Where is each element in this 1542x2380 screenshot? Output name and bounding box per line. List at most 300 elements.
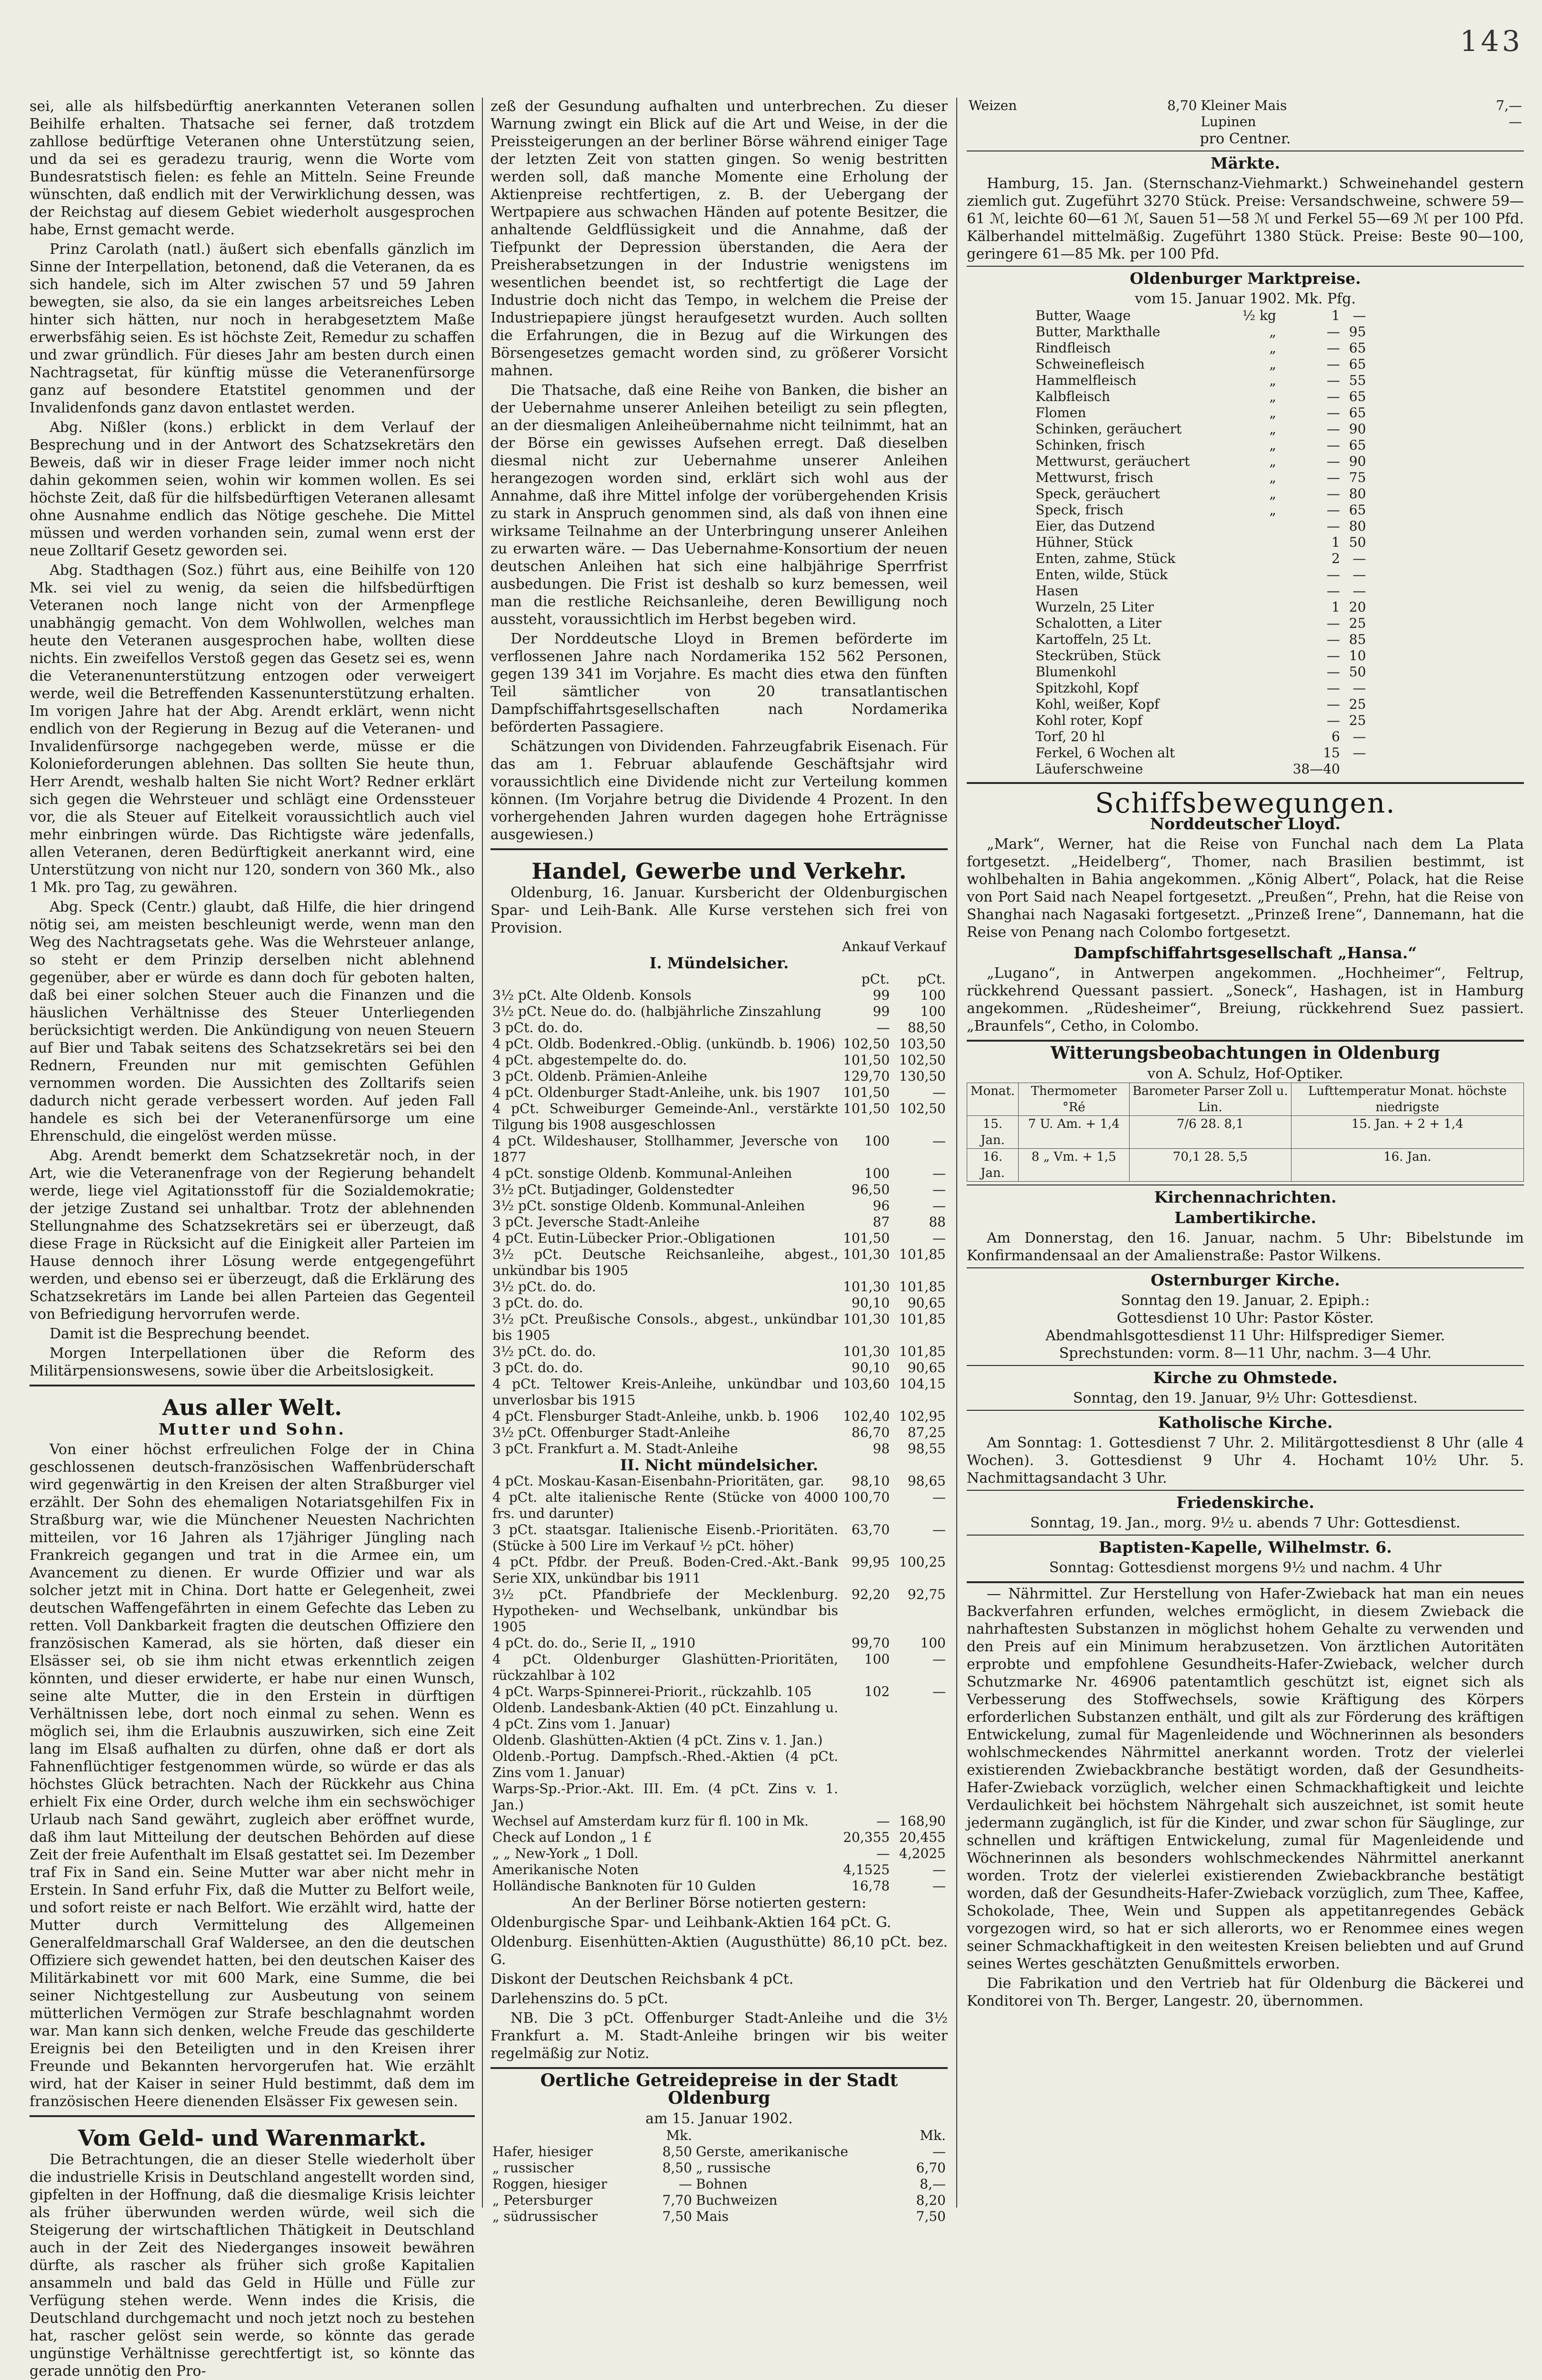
table-cell [1108, 114, 1199, 130]
table-cell: 3 pCt. staatsgar. Italienische Eisenb.-Prioritäten. (Stücke à 500 Lire im Verkauf ½ pCt. höher) [492, 1522, 839, 1554]
table-cell: — [1352, 551, 1366, 566]
table-cell: 100,25 [899, 1554, 946, 1570]
table-cell: Ferkel, 6 Wochen alt [1035, 745, 1175, 761]
sec-nicht-muendelsicher: II. Nicht mündelsicher. [620, 1456, 818, 1474]
table-row [491, 1846, 948, 1862]
table-cell: — [1326, 470, 1340, 485]
table-cell: 7,70 [662, 2192, 692, 2208]
table-row [491, 2209, 948, 2225]
table-cell [1231, 551, 1278, 567]
table-cell: 99,95 [851, 1554, 890, 1570]
table-cell: Holländische Banknoten für 10 Gulden [492, 1878, 756, 1894]
table-cell: 102,95 [899, 1408, 946, 1424]
table-cell: — [1326, 356, 1340, 372]
naehrmittel-text: — Nährmittel. Zur Herstellung von Hafer-Zwieback hat man ein neues Backverfahren erfunden, welches ermöglicht, in diesem Zwieback die nahrhaftesten Substanzen in möglichst hohem Gehalte zu verwenden und den Preis auf ein Minimum herabzusetzen. Von ärztlichen Autoritäten erprobte und empfohlene Gesundheits-Hafer-Zwieback, welcher durch Schutzmarke Nr. 46906 patentamtlich geschützt ist, eignet sich als Verbesserung des Stoffwechsels, sowie Kräftigung des Körpers erforderlichen Substanzen enthält, und gilt als zur Förderung des kräftigen Entwickelung, zumal für Magenleidende und Wöchnerinnen als besonders wohlschmeckendes Nährmittel anerkannt worden. Trotz der vielerlei existierenden Zwiebackbranche bestätigt worden, daß der Gesundheits-Hafer-Zwieback vorzüglich, welcher einen Schmackhaftigkeit und leichte Verdaulichkeit bei höchstem Nährgehalt sich auszeichnet, ist somit heute jedermann zugänglich, ist für die Kinder, und zwar schon für Säuglinge, zur schnellen und kräftigen Entwickelung, zumal für Magenleidende und Wöchnerinnen als besonders wohlschmeckendes Nährmittel anerkannt worden. Trotz der vielerlei existierenden Zwiebackbranche bestätigt worden, daß der Gesundheits-Hafer-Zwieback vorzüglich, zum Thee, Kaffee, Schokolade, Thee, Wein und Suppen als appetitanregendes Gebäck vorgezogen wird, so hat er sich allerorts, wo er Renommee eines wegen seiner Schmackhaftigkeit in den weitesten Kreisen beliebten und auf Grund seines Wertes geschätzten Genußmittels erworben. [967, 1586, 1524, 1972]
table-cell: 100 [864, 1165, 890, 1181]
table-cell: 4,1525 [843, 1862, 890, 1878]
table-cell: Hammelfleisch [1035, 372, 1137, 388]
rows-muendelsicher [491, 987, 948, 1457]
table-cell: 130,50 [899, 1068, 946, 1084]
table-cell: Roggen, hiesiger [492, 2176, 607, 2192]
table-row [1033, 648, 1368, 664]
divider [967, 1040, 1524, 1042]
table-cell: Oldenb. Landesbank-Aktien (40 pCt. Einzahlung u. 4 pCt. Zins vom 1. Januar) [492, 1700, 839, 1732]
divider [491, 848, 948, 850]
table-row [491, 1344, 948, 1360]
frieden-text: Sonntag, 19. Jan., morg. 9½ u. abends 7 Uhr: Gottesdienst. [1030, 1515, 1461, 1531]
table-cell: 16. Jan. [967, 1149, 1019, 1182]
table-cell [1231, 567, 1278, 583]
table-row [491, 1246, 948, 1279]
table-cell: 4 pCt. Teltower Kreis-Anleihe, unkündbar und unverlosbar bis 1915 [492, 1376, 839, 1408]
table-cell: 87 [872, 1214, 890, 1230]
table-cell [840, 1781, 891, 1813]
table-cell: Enten, zahme, Stück [1035, 551, 1176, 566]
table-cell: „ [1269, 470, 1276, 485]
table-cell: 4 pCt. abgestempelte do. do. [492, 1052, 687, 1068]
table-cell: 102,50 [843, 1036, 890, 1052]
getreide-title: Oertliche Getreidepreise in der Stadt Oldenburg [540, 2070, 898, 2108]
table-cell: — [1352, 745, 1366, 761]
table-cell: 75 [1349, 470, 1366, 485]
table-cell: 3½ pCt. Butjadinger, Goldenstedter [492, 1182, 734, 1197]
table-row [1033, 502, 1368, 518]
table-cell: Buchweizen [696, 2192, 778, 2208]
table-cell: Speck, frisch [1035, 502, 1124, 518]
table-row [491, 1133, 948, 1165]
table-cell: 90,10 [851, 1295, 890, 1311]
table-cell: 101,85 [899, 1344, 946, 1359]
paragraph: Die Betrachtungen, die an dieser Stelle wiederholt über die industrielle Krisis in Deutschland angestellt worden sind, gipfelten in der Hoffnung, daß die diesmalige Krisis leichter als früher überwunden werden würde, weil sich die Steigerung der wirtschaftlichen Thätigkeit in Deutschland auch in der Zeit des Niederganges insoweit bewähren dürfte, als rascher als früher sich große Kapitalien ansammeln und bald das Geld in Hülle und Fülle zur Verfügung stehen werde. Wenn indes die Krisis, die Deutschland durchgemacht und noch jetzt noch zu bestehen hat, rascher gelöst sein werde, so könnte das gerade ungünstige Verhältnisse gerechtfertigt ist, so könnte das gerade unnötig den Pro- [30, 2151, 475, 2380]
table-cell: 16. Jan. [1291, 1149, 1523, 1182]
lamberti-title: Lambertikirche. [1174, 1208, 1317, 1227]
table-cell: 2 [1332, 551, 1340, 566]
table-cell: 15. Jan. + 2 + 1,4 [1291, 1116, 1523, 1149]
table-cell: 7,50 [662, 2209, 692, 2224]
katholisch-title: Katholische Kirche. [1158, 1413, 1333, 1432]
table-cell [1231, 632, 1278, 648]
table-cell [1342, 761, 1368, 777]
table-cell: 85 [1349, 632, 1366, 647]
getreide-date: am 15. Januar 1902. [645, 2110, 793, 2127]
table-cell: „ südrussischer [492, 2209, 598, 2224]
table-cell: „ [1269, 502, 1276, 518]
lloyd-title: Norddeutscher Lloyd. [1150, 814, 1341, 833]
table-row [491, 1425, 948, 1441]
table-cell: Rindfleisch [1035, 340, 1111, 356]
table-cell: Hasen [1035, 583, 1079, 599]
table-cell [891, 1781, 948, 1813]
table-cell: 101,85 [899, 1279, 946, 1295]
getreide-rows [491, 2144, 948, 2225]
column-2 [491, 98, 948, 2224]
table-row [491, 1230, 948, 1246]
table-cell: 92,20 [851, 1587, 890, 1602]
table-row [491, 1295, 948, 1311]
table-cell: 80 [1349, 518, 1366, 534]
table-row [491, 1198, 948, 1214]
table-cell: — [876, 1020, 890, 1035]
table-cell: Gerste, amerikanische [696, 2144, 849, 2159]
table-cell: „ [1269, 340, 1276, 356]
table-cell: 7,50 [916, 2209, 946, 2224]
table-row [491, 1489, 948, 1522]
table-row [491, 1020, 948, 1036]
section-title-aus-aller-welt: Aus aller Welt. [162, 1395, 342, 1420]
table-cell: — [1326, 632, 1340, 647]
table-row [491, 1587, 948, 1635]
table-row [967, 114, 1524, 130]
table-cell: — [932, 1684, 946, 1699]
table-row [1033, 664, 1368, 680]
osternburg-line: Sonntag den 19. Januar, 2. Epiph.: [1121, 1292, 1370, 1309]
table-cell: 4 pCt. Oldenburger Stadt-Anleihe, unk. bis 1907 [492, 1085, 821, 1100]
paragraph: zeß der Gesundung aufhalten und unterbrechen. Zu dieser Warnung zwingt ein Blick auf die Art und Weise, in der die Preissteigerungen an der berliner Börse während einiger Tage der letzten Zeit von statten gingen. So wenig bestritten werden soll, daß manche Momente eine Erholung der Aktienpreise rechtfertigen, z. B. der Uebergang der Wertpapiere aus schwachen Händen auf potente Besitzer, die anhaltende Geldflüssigkeit und die Annahme, daß der Tiefpunkt der Depression überstanden, die Aera der Preisherabsetzungen in der Industrie wenigstens im wesentlichen beendet ist, so rechtfertigt die Lage der Industrie doch nicht das Tempo, in welchem die Preise der Industriepapiere jüngst heraufgesetzt wurden. Auch sollten die Erfahrungen, die in Bezug auf die Wirkungen des Börsengesetzes gemacht worden sind, zu größerer Vorsicht mahnen. [491, 98, 948, 379]
table-row [1033, 680, 1368, 696]
table-cell [1231, 745, 1278, 761]
table-cell: — [932, 1230, 946, 1246]
table-cell: 103,60 [843, 1376, 890, 1392]
col-header-ankauf: Ankauf [842, 939, 890, 954]
table-cell: Mais [696, 2209, 729, 2224]
table-cell: 101,50 [843, 1230, 890, 1246]
table-cell: — [932, 1133, 946, 1149]
table-cell: 65 [1349, 405, 1366, 421]
rows-nicht-muendelsicher [491, 1473, 948, 1894]
table-cell: 7/6 28. 8,1 [1130, 1116, 1292, 1149]
paragraph: Morgen Interpellationen über die Reform des Militärpensionswesens, sowie über die Arbeitslosigkeit. [30, 1345, 475, 1379]
table-row [491, 1732, 948, 1748]
table-row [491, 1829, 948, 1846]
table-row [1033, 308, 1368, 324]
table-row [491, 1748, 948, 1781]
table-cell: 101,50 [843, 1101, 890, 1116]
table-row [491, 1684, 948, 1700]
table-row [1033, 356, 1368, 372]
table-cell: 101,30 [843, 1279, 890, 1295]
wetter-title: Witterungsbeobachtungen in Oldenburg [1051, 1043, 1440, 1063]
table-cell: 103,50 [899, 1036, 946, 1052]
table-cell: 80 [1349, 486, 1366, 502]
table-cell: 4 pCt. Wildeshauser, Stollhammer, Jeversche von 1877 [492, 1133, 839, 1165]
kurs-table [491, 939, 948, 1894]
table-row [491, 1101, 948, 1133]
osternburg-line: Abendmahlsgottesdienst 11 Uhr: Hilfsprediger Siemer. [1045, 1327, 1445, 1344]
divider [967, 1535, 1524, 1536]
table-cell: 102,50 [899, 1052, 946, 1068]
table-cell: 100 [920, 1635, 946, 1651]
table-cell: Check auf London „ 1 £ [492, 1829, 652, 1845]
table-cell [840, 1748, 891, 1781]
table-cell: 90 [1349, 421, 1366, 437]
divider [967, 1581, 1524, 1583]
table-cell: 100 [864, 1651, 890, 1667]
table-cell: 8,70 [1167, 98, 1197, 113]
pro-centner: pro Centner. [1200, 131, 1291, 147]
table-row [491, 1376, 948, 1408]
wetter-rows [967, 1116, 1524, 1182]
wetter-head: Monat. [967, 1083, 1019, 1116]
table-row [491, 1700, 948, 1732]
table-cell: — [1326, 437, 1340, 453]
table-cell: — [1352, 567, 1366, 582]
table-row [1033, 567, 1368, 583]
table-cell: Flomen [1035, 405, 1086, 421]
table-row [1033, 324, 1368, 340]
boerse-note: An der Berliner Börse notierten gestern: [571, 1895, 867, 1911]
table-row [1033, 713, 1368, 729]
table-cell: 65 [1349, 502, 1366, 518]
table-cell: 4 pCt. do. do., Serie II, „ 1910 [492, 1635, 696, 1651]
hansa-text: „Lugano“, in Antwerpen angekommen. „Hochheimer“, Feltrup, rückkehrend Quessant passiert. „Soneck“, Hashagen, ist in Hamburg angekommen. „Rüdesheimer“, Breiung, rückkehrend Suez passiert. „Braunfels“, Cetho, in Colombo. [967, 965, 1524, 1034]
column-rule [956, 98, 957, 2208]
table-cell: 101,50 [843, 1052, 890, 1068]
table-cell [1231, 534, 1278, 551]
table-cell: „ [1269, 372, 1276, 388]
table-cell: 3½ pCt. Preußische Consols., abgest., unkündbar bis 1905 [492, 1311, 839, 1343]
boerse-note: Diskont der Deutschen Reichsbank 4 pCt. [491, 1971, 794, 1988]
table-row [491, 1165, 948, 1182]
table-cell: 87,25 [907, 1425, 946, 1440]
table-cell: 88 [929, 1214, 946, 1230]
table-cell: 25 [1349, 696, 1366, 712]
table-cell [1231, 583, 1278, 599]
table-row [491, 1408, 948, 1425]
table-cell: „ [1269, 324, 1276, 340]
marktpreise-rows [1033, 308, 1368, 777]
table-cell: 86,70 [851, 1425, 890, 1440]
table-cell: 3½ pCt. Pfandbriefe der Mecklenburg. Hypotheken- und Wechselbank, unkündbar bis 1905 [492, 1587, 839, 1635]
table-cell: 90 [1349, 453, 1366, 469]
table-cell: 98,10 [851, 1473, 890, 1489]
lloyd-text: „Mark“, Werner, hat die Reise von Funchal nach dem La Plata fortgesetzt. „Heidelberg“, Thomer, nach Brasilien bestimmt, ist wohlbehalten in Bahia angekommen. „König Albert“, Polack, hat die Reise von Port Said nach Neapel fortgesetzt. „Preußen“, Prehn, hat die Reise von Shanghai nach Nagasaki fortgesetzt. „Prinzeß Irene“, Dannemann, hat die Reise von Penang nach Colombo fortgesetzt. [967, 836, 1524, 941]
wetter-sub: von A. Schulz, Hof-Optiker. [1147, 1065, 1343, 1082]
table-cell: 10 [1349, 648, 1366, 663]
table-row [1033, 583, 1368, 599]
table-cell: Bohnen [696, 2176, 748, 2192]
table-cell: — [1326, 486, 1340, 502]
table-row [491, 1635, 948, 1651]
table-cell: „ [1269, 421, 1276, 437]
table-cell [1231, 664, 1278, 680]
table-cell: Warps-Sp.-Prior.-Akt. III. Em. (4 pCt. Zins v. 1. Jan.) [492, 1781, 839, 1813]
table-cell: — [932, 2144, 946, 2159]
table-cell [967, 114, 1108, 130]
table-cell: 92,75 [907, 1587, 946, 1602]
table-cell: 3 pCt. do. do. [492, 1360, 583, 1376]
table-row [491, 1473, 948, 1489]
table-cell: 99 [872, 987, 890, 1003]
table-cell: — [876, 1846, 890, 1861]
paragraph: sei, alle als hilfsbedürftig anerkannten Veteranen sollen Beihilfe erhalten. Thatsache sei ferner, daß trotzdem zahllose bedürftige Veteranen ohne Unterstützung seien, und da sei es geradezu traurig, wenn die Worte vom Bundesratstisch fielen: es fehle an Mitteln. Seine Freunde wünschten, daß endlich mit der Verwirklichung dessen, was der Reichstag auf diesem Gebiet wiederholt ausgesprochen habe, Ernst gemacht werde. [30, 98, 475, 238]
table-cell: 129,70 [843, 1068, 890, 1084]
table-row [491, 1279, 948, 1295]
table-cell: 101,85 [899, 1311, 946, 1327]
table-row [491, 1878, 948, 1894]
table-cell: Wurzeln, 25 Liter [1035, 599, 1154, 615]
table-cell: 88,50 [907, 1020, 946, 1035]
table-cell: 96 [872, 1198, 890, 1214]
unit-label: Mk. [666, 2128, 692, 2143]
table-cell: 7 U. Am. + 1,4 [1018, 1116, 1129, 1149]
table-cell: 104,15 [899, 1376, 946, 1392]
table-cell: Kartoffeln, 25 Lt. [1035, 632, 1152, 647]
table-cell: „ russischer [492, 2160, 574, 2176]
table-cell: — [932, 1182, 946, 1197]
table-cell: „ [1269, 453, 1276, 469]
paragraph: Von einer höchst erfreulichen Folge der in China geschlossenen deutsch-französischen Waffenbrüderschaft wird gegenwärtig in den Kreisen der alten Straßburger viel erzählt. Der Sohn des ehemaligen Notariatsgehilfen Fix in Straßburg war, wie die Münchener Neuesten Nachrichten mitteilen, vor 16 Jahren als 17jähriger Jüngling nach Frankreich gegangen und trat in die Armee ein, um Avancement zu dienen. Er wurde Offizier und war als solcher jetzt mit in China. Dort hatte er Gelegenheit, zwei deutschen Waffengefährten in einem Gefechte das Leben zu retten. Voll Dankbarkeit fragten die deutschen Offiziere den französischen Kamerad, als sie hörten, daß dieser ein Elsässer sei, ob sie ihm nicht etwas erkenntlich zeigen könnten, und dieser erwiderte, er habe nur einen Wunsch, seine alte Mutter, die in den Erstein in dürftigen Verhältnissen lebe, dort noch einmal zu sehen. Wenn es möglich sei, ihm die Erlaubnis auszuwirken, sich eine Zeit lang im Elsaß aufhalten zu dürfen, ohne daß er dort als Fahnenflüchtiger festgenommen würde, so würde er das als höchstes Glück betrachten. Nach der Rückkehr aus China erhielt Fix eine Order, durch welche ihm ein sechswöchiger Urlaub nach Sand gewährt, zugleich aber eröffnet wurde, daß ihm laut Mitteilung der deutschen Behörden auf diese Zeit der freie Aufenthalt im Elsaß gestattet sei. Im Dezember traf Fix in Sand ein. Seine Mutter war aber nicht mehr in Erstein. In Sand erfuhr Fix, daß die Mutter zu Belfort weile, und sofort reiste er nach Belfort. Wie erzählt wird, hatte der Mutter durch Vermittelung des Allgemeinen Generalfeldmarschall Graf Waldersee, an den die deutschen Offiziere sich gewendet hatten, bei den deutschen Kaiser des Militärkabinett vor mit 600 Mark, eine Summe, die bei seiner Nichtgestellung zur Ausbeutung von seinem mütterlichen Vermögen zur Strafe beschlagnahmt worden war. Man kann sich denken, welche Freude das geschilderte Ereignis bei den Beteiligten und in den Kreisen ihrer Freunde und Bekannten hervorgerufen hat. Wie erzählt wird, hat der Kaiser in seiner Huld bestimmt, daß dem im französischen Heere dienenden Elsässer Fix gewesen sein. [30, 1441, 475, 2110]
boerse-note: Darlehenszins do. 5 pCt. [491, 1990, 669, 2007]
table-cell: Butter, Waage [1035, 308, 1131, 323]
table-cell: Torf, 20 hl [1035, 729, 1105, 744]
wetter-head: Barometer Parser Zoll u. Lin. [1130, 1083, 1292, 1116]
table-cell: — [1326, 583, 1340, 599]
paragraph: Abg. Arendt bemerkt dem Schatzsekretär noch, in der Art, wie die Veteranenfrage von der Regierung behandelt werde, liege viel Agitationsstoff für die Sozialdemokratie; der jetzige Zustand sei unhaltbar. Trotz der ablehnenden Stellungnahme des Schatzsekretärs sei er überzeugt, daß diese Frage in Rücksicht auf die Einigkeit aller Parteien im Hause dennoch ihrer Lösung werde entgegengeführt werden, und ebenso sei er überzeugt, daß die Erklärung des Schatzsekretärs im Lande bei allen Parteien das Gegenteil von Befriedigung hervorrufen werde. [30, 1147, 475, 1323]
table-cell: Schinken, geräuchert [1035, 421, 1182, 437]
table-cell: 8 „ Vm. + 1,5 [1018, 1149, 1129, 1182]
table-cell [1231, 761, 1278, 777]
section-title-geld-warenmarkt: Vom Geld- und Warenmarkt. [78, 2125, 427, 2151]
table-cell: Eier, das Dutzend [1035, 518, 1155, 534]
table-cell: 63,70 [851, 1522, 890, 1537]
table-cell: 65 [1349, 340, 1366, 356]
table-cell: 8,50 [662, 2144, 692, 2159]
table-cell: — [1326, 567, 1340, 582]
table-cell: — [1326, 340, 1340, 356]
table-row [1033, 632, 1368, 648]
table-cell: — [1326, 405, 1340, 421]
osternburg-line: Sprechstunden: vorm. 8—11 Uhr, nachm. 3—4 Uhr. [1059, 1345, 1432, 1362]
table-cell: 6 [1332, 729, 1340, 744]
table-cell: 4 pCt. Flensburger Stadt-Anleihe, unkb. b. 1906 [492, 1408, 819, 1424]
table-cell: 3 pCt. do. do. [492, 1020, 583, 1035]
table-cell: 3½ pCt. Alte Oldenb. Konsols [492, 987, 691, 1003]
table-cell: 100 [920, 1004, 946, 1019]
table-row [491, 2192, 948, 2209]
table-cell: „ [1269, 437, 1276, 453]
table-row [1033, 745, 1368, 761]
table-cell: 3½ pCt. do. do. [492, 1344, 596, 1359]
table-row [1033, 761, 1368, 777]
table-cell: 4,2025 [899, 1846, 946, 1861]
divider [967, 782, 1524, 784]
table-cell: 98,65 [907, 1473, 946, 1489]
table-cell: 25 [1349, 713, 1366, 728]
table-cell: 90,65 [907, 1295, 946, 1311]
frieden-title: Friedenskirche. [1176, 1493, 1314, 1512]
baptisten-text: Sonntag: Gottesdienst morgens 9½ und nachm. 4 Uhr [1049, 1559, 1442, 1576]
table-cell: 16,78 [851, 1878, 890, 1894]
table-cell: „ russische [696, 2160, 771, 2176]
table-row [967, 98, 1524, 114]
table-cell: 50 [1349, 534, 1366, 550]
table-cell: 3 pCt. Jeversche Stadt-Anleihe [492, 1214, 700, 1230]
table-row [1033, 534, 1368, 551]
hansa-title: Dampfschiffahrtsgesellschaft „Hansa.“ [1073, 944, 1417, 962]
table-row [1033, 437, 1368, 453]
table-row [1033, 486, 1368, 502]
table-row [967, 1149, 1524, 1182]
table-row [491, 1311, 948, 1344]
schiffsbewegungen-title: Schiffsbewegungen. [1095, 787, 1396, 819]
table-cell: Steckrüben, Stück [1035, 648, 1161, 663]
table-cell: 20,355 [843, 1829, 890, 1845]
table-cell: 55 [1349, 372, 1366, 388]
table-cell: — [1326, 502, 1340, 518]
getreide-table [491, 2128, 948, 2225]
table-cell: — [1352, 583, 1366, 599]
table-row [491, 1862, 948, 1878]
table-row [1033, 729, 1368, 745]
boerse-note: NB. Die 3 pCt. Offenburger Stadt-Anleihe und die 3½ Frankfurt a. M. Stadt-Anleihe bringen wir bis weiter regelmäßig zur Notiz. [491, 2010, 948, 2062]
table-row [1033, 405, 1368, 421]
table-row [491, 2144, 948, 2160]
table-cell: 1 [1332, 308, 1340, 323]
table-cell: Schalotten, a Liter [1035, 615, 1162, 631]
table-cell [1231, 599, 1278, 615]
table-cell: 3½ pCt. Deutsche Reichsanleihe, abgest., unkündbar bis 1905 [492, 1246, 839, 1278]
table-cell: 8,20 [916, 2192, 946, 2208]
table-cell: 102 [864, 1684, 890, 1699]
table-cell: „ Petersburger [492, 2192, 593, 2208]
table-row [1033, 615, 1368, 632]
table-cell: — [1352, 308, 1366, 323]
table-cell: — [1352, 680, 1366, 696]
table-cell [1231, 518, 1278, 534]
table-cell: Butter, Markthalle [1035, 324, 1161, 340]
osternburg-title: Osternburger Kirche. [1151, 1271, 1340, 1289]
table-cell [1231, 680, 1278, 696]
table-cell [1231, 696, 1278, 713]
divider [967, 1365, 1524, 1366]
table-cell: 101,50 [843, 1085, 890, 1100]
table-cell: — [932, 1198, 946, 1214]
wetter-head: Lufttemperatur Monat. höchste niedrigste [1291, 1083, 1523, 1116]
divider [967, 1410, 1524, 1411]
wetter-head: Thermometer °Ré [1018, 1083, 1129, 1116]
table-cell: 101,30 [843, 1344, 890, 1359]
table-row [491, 1554, 948, 1587]
table-cell: 20 [1349, 599, 1366, 615]
table-cell: 3½ pCt. Neue do. do. (halbjährliche Zinszahlung [492, 1004, 821, 1019]
table-row [491, 1441, 948, 1457]
unit-label: pCt. [861, 971, 890, 987]
table-cell: 25 [1349, 615, 1366, 631]
table-cell: — [1509, 114, 1522, 130]
table-cell: 100,70 [843, 1489, 890, 1505]
table-cell: 8,— [920, 2176, 946, 2192]
table-cell [1231, 729, 1278, 745]
table-cell: — [1326, 324, 1340, 340]
marktpreise-date: vom 15. Januar 1902. Mk. Pfg. [1135, 291, 1356, 307]
table-cell: 50 [1349, 664, 1366, 680]
table-row [1033, 340, 1368, 356]
table-cell [840, 1732, 891, 1748]
kursbericht-intro: Oldenburg, 16. Januar. Kursbericht der Oldenburgischen Spar- und Leih-Bank. Alle Kurse verstehen sich frei von Provision. [491, 884, 948, 936]
table-cell: 98,55 [907, 1441, 946, 1456]
paragraph: Abg. Speck (Centr.) glaubt, daß Hilfe, die hier dringend nötig sei, am meisten beschleunigt werde, wenn man den Weg des Nachtragsetats gehe. Was die Wehrsteuer anlange, so steht er dem Prinzip derselben nicht ablehnend gegenüber, aber er würde es dann doch für geboten halten, daß bei einer solchen Steuer auch die Finanzen und die häuslichen Verhältnisse des Steuer Unterliegenden berücksichtigt werden. Die Ankündigung von neuen Steuern auf Bier und Tabak seitens des Schatzsekretärs sei bei den Rednern, Freunden nur mit gemischten Gefühlen vernommen worden. Die Aussichten des Zolltarifs seien dadurch nicht gerade verbessert worden. Auf jeden Fall handele es sich bei der Veteranenfürsorge um eine Ehrenschuld, die eingelöst werden müsse. [30, 899, 475, 1145]
table-cell: 101,30 [843, 1311, 890, 1327]
divider [967, 1490, 1524, 1491]
paragraph: Abg. Nißler (kons.) erblickt in dem Verlauf der Besprechung und in der Antwort des Schatzsekretärs den Beweis, daß wir in dieser Frage leider immer noch nicht dahin gekommen seien, wohin wir kommen wollen. Es sei höchste Zeit, daß für die hilfsbedürftigen Veteranen allesamt ohne Ausnahme endlich das Nötige geschehe. Die Mittel müssen und werden vorhanden sein, zumal wenn erst der neue Zolltarif Gesetz geworden sei. [30, 419, 475, 559]
table-cell: 4 pCt. Pfdbr. der Preuß. Boden-Cred.-Akt.-Bank Serie XIX, unkündbar bis 1911 [492, 1554, 839, 1586]
table-cell: 3½ pCt. sonstige Oldenb. Kommunal-Anleihen [492, 1198, 805, 1214]
table-cell: 38—40 [1292, 761, 1340, 777]
getreide-cont-rows [967, 98, 1524, 130]
table-cell: Wechsel auf Amsterdam kurz für fl. 100 in Mk. [492, 1813, 809, 1829]
table-cell: 4 pCt. sonstige Oldenb. Kommunal-Anleihen [492, 1165, 792, 1181]
divider [30, 1385, 475, 1386]
